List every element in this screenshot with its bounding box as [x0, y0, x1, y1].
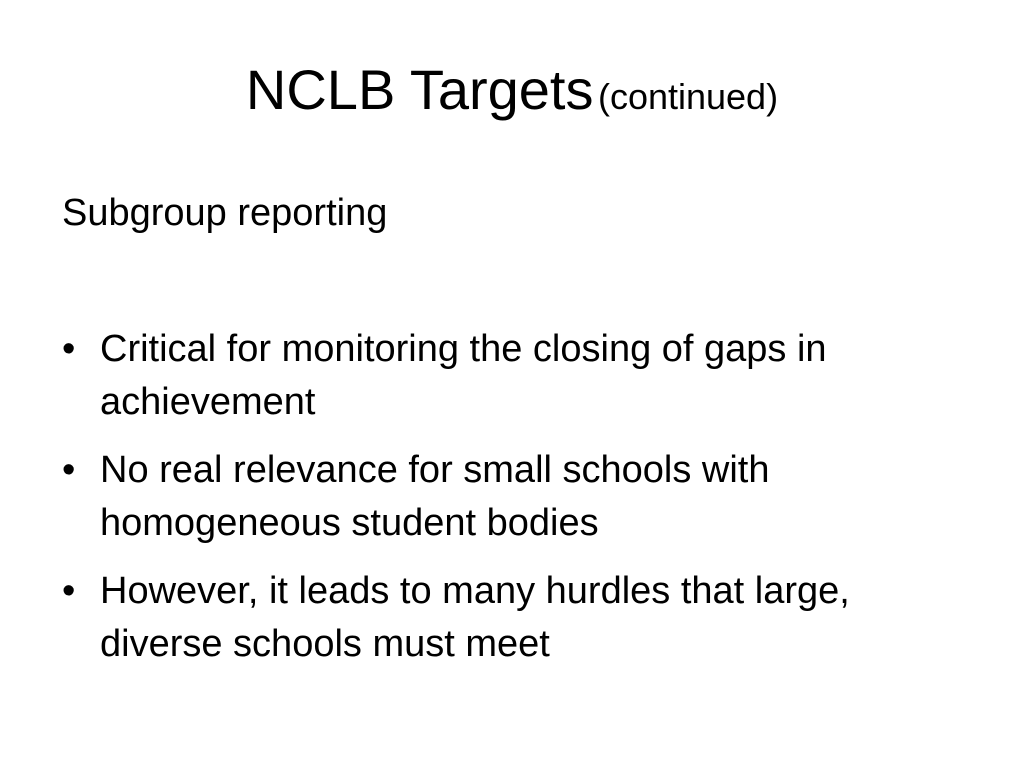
bullet-icon: •	[62, 328, 76, 370]
bullet-list	[62, 323, 962, 686]
title-main: NCLB Targets	[245, 58, 594, 121]
bullet-item	[62, 444, 962, 550]
bullet-text: Critical for monitoring the closing of gaps in achievement	[100, 328, 827, 423]
bullet-icon: •	[62, 570, 76, 612]
title-continued: (continued)	[597, 76, 779, 117]
bullet-text: No real relevance for small schools with homogeneous student bodies	[100, 449, 770, 544]
bullet-item	[62, 323, 962, 429]
bullet-text: However, it leads to many hurdles that large, diverse schools must meet	[100, 570, 850, 665]
subheading: Subgroup reporting	[62, 192, 388, 234]
bullet-icon: •	[62, 449, 76, 491]
slide-title	[0, 58, 1024, 121]
bullet-item	[62, 565, 962, 671]
